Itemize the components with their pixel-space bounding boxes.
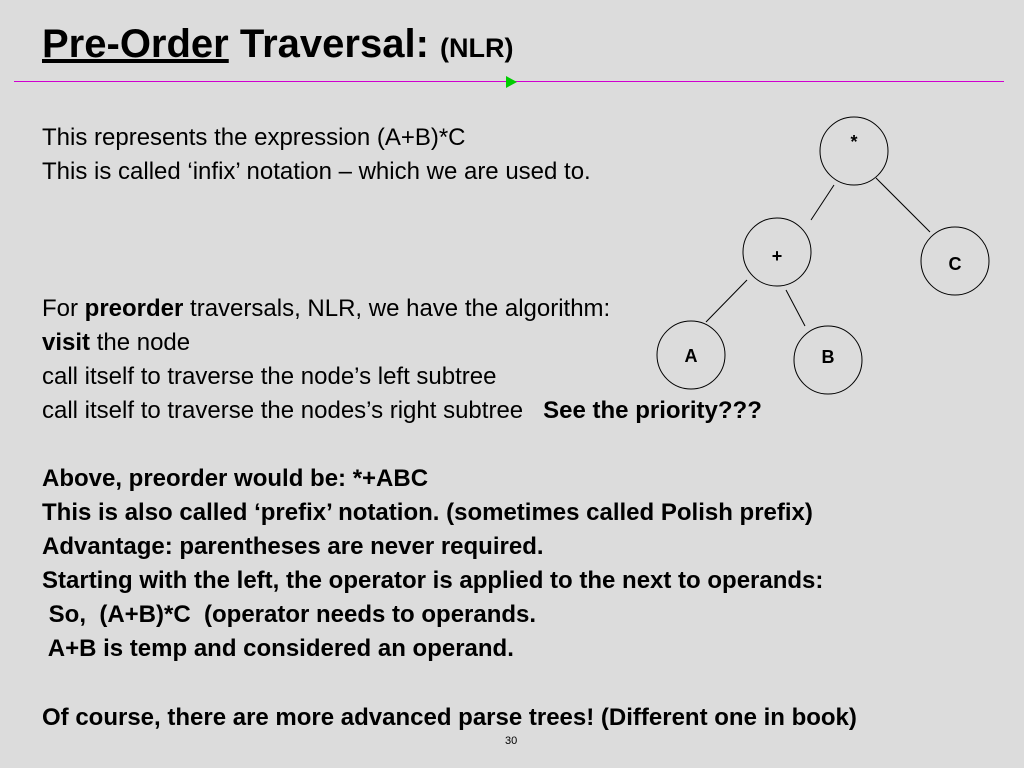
step-visit-bold: visit <box>42 329 91 356</box>
algorithm-lead-post: traversals, NLR, we have the algorithm: <box>183 295 611 322</box>
edge-root-plus <box>811 185 834 220</box>
node-label-b: B <box>821 347 835 367</box>
title-paren: (NLR) <box>440 33 514 63</box>
edge-plus-b <box>786 290 805 326</box>
page-number: 30 <box>505 735 518 747</box>
tree-node-plus <box>743 218 811 286</box>
intro-line-2: This is called ‘infix’ notation – which we are used to. <box>42 158 591 185</box>
algorithm-lead-pre: For <box>42 295 85 322</box>
algorithm-step-left: call itself to traverse the node’s left subtree <box>42 363 497 390</box>
explanation-line-4: Starting with the left, the operator is applied to the next to operands: <box>42 567 824 594</box>
explanation-line-1: Above, preorder would be: *+ABC <box>42 465 429 492</box>
tree-node-b <box>794 326 862 394</box>
explanation-line-5: So, (A+B)*C (operator needs to operands. <box>42 601 537 628</box>
node-label-plus: + <box>771 246 783 266</box>
node-label-a: A <box>684 346 698 366</box>
closing-line: Of course, there are more advanced parse trees! (Different one in book) <box>42 704 857 731</box>
explanation-line-6: A+B is temp and considered an operand. <box>42 635 514 662</box>
intro-line-1: This represents the expression (A+B)*C <box>42 124 466 151</box>
priority-note: See the priority??? <box>543 397 762 424</box>
title-rest: Traversal: <box>228 22 429 66</box>
step-visit-rest: the node <box>90 329 191 356</box>
node-label-c: C <box>948 254 962 274</box>
explanation-line-2: This is also called ‘prefix’ notation. (sometimes called Polish prefix) <box>42 499 813 526</box>
algorithm-lead-bold: preorder <box>84 295 184 322</box>
edge-root-c <box>876 178 930 232</box>
edge-plus-a <box>706 280 747 322</box>
tree-node-a <box>657 321 725 389</box>
step-right-text: call itself to traverse the nodes’s right subtree <box>42 397 524 424</box>
explanation-line-3: Advantage: parentheses are never required. <box>42 533 544 560</box>
tree-node-c <box>921 227 989 295</box>
tree-node-root <box>820 117 888 185</box>
node-label-root: * <box>850 132 858 152</box>
title-main: Pre-Order <box>42 22 229 66</box>
